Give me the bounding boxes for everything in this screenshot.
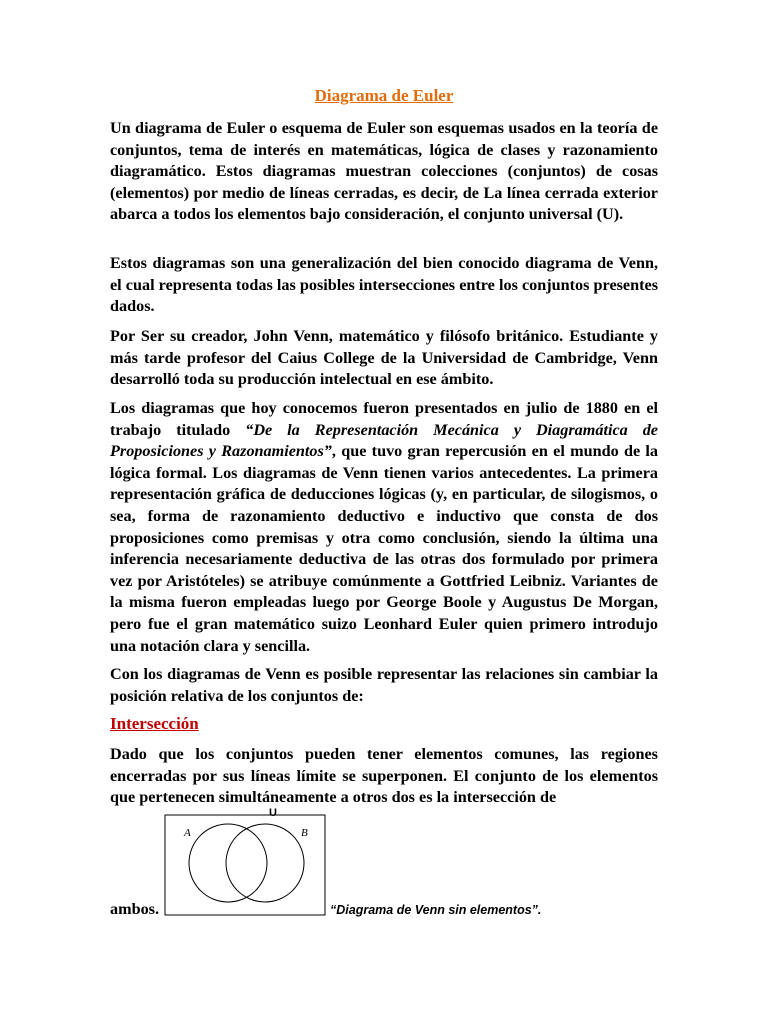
paragraph-venn-generalization: Estos diagramas son una generalización del bien conocido diagrama de Venn, el cual representa todas las posibles intersecciones entre los conjuntos presentes dados.: [110, 254, 658, 316]
paragraph-john-venn: Por Ser su creador, John Venn, matemático y filósofo británico. Estudiante y más tarde profesor del Caius College de la Universidad de Cambridge, Venn desarrolló toda su producción intelectual en ese ámbito.: [110, 327, 658, 389]
section-heading-interseccion: Intersección: [110, 714, 199, 733]
history-text-end: , que tuvo gran repercusión en el mundo de la lógica formal. Los diagramas de Venn tienen varios antecedentes. La primera representación gráfica de deducciones lógicas (y, en particular, de silogismos, o sea, forma de razonamiento deductivo e inductivo que consta de dos proposiciones como premisas y otra como conclusión, siendo la última una inferencia necesariamente deductiva de las otras dos formulado por primera vez por Aristóteles) se atribuye comúnmente a Gottfried Leibniz. Variantes de la misma fueron empleadas luego por George Boole y Augustus De Morgan, pero fue el gran matemático suizo Leonhard Euler quien primero introdujo una notación clara y sencilla.: [110, 442, 659, 655]
paragraph-euler-definition: Un diagrama de Euler o esquema de Euler son esquemas usados en la teoría de conjuntos, tema de interés en matemáticas, lógica de clases y razonamiento diagramático. Estos diagramas muestran colecciones (conjuntos) de cosas (elementos) por medio de líneas cerradas, es decir, de La línea cerrada exterior abarca a todos los elementos bajo consideración, el conjunto universal (U).: [110, 119, 658, 224]
set-a-circle: [189, 824, 267, 902]
figure-caption: “Diagrama de Venn sin elementos”.: [330, 903, 542, 917]
venn-diagram: [160, 808, 335, 916]
paragraph-interseccion: Dado que los conjuntos pueden tener elementos comunes, las regiones encerradas por sus líneas límite se superponen. El conjunto de los elementos que pertenecen simultáneamente a otros dos es la intersección de: [110, 745, 658, 807]
closing-word: ambos.: [110, 900, 160, 918]
work-title: “De la Representación Mecánica y Diagramática de Proposiciones y Razonamientos”: [110, 420, 658, 461]
document-title: Diagrama de Euler: [314, 86, 454, 105]
set-b-circle: [226, 824, 304, 902]
universe-label: U: [269, 807, 277, 819]
set-a-label: A: [184, 827, 191, 839]
history-text-start: Los diagramas que hoy conocemos fueron presentados en julio de 1880 en el trabajo titulado: [110, 399, 658, 439]
paragraph-relations: Con los diagramas de Venn es posible representar las relaciones sin cambiar la posición relativa de los conjuntos de:: [110, 665, 658, 705]
set-b-label: B: [301, 827, 308, 839]
paragraph-history: [110, 398, 658, 657]
